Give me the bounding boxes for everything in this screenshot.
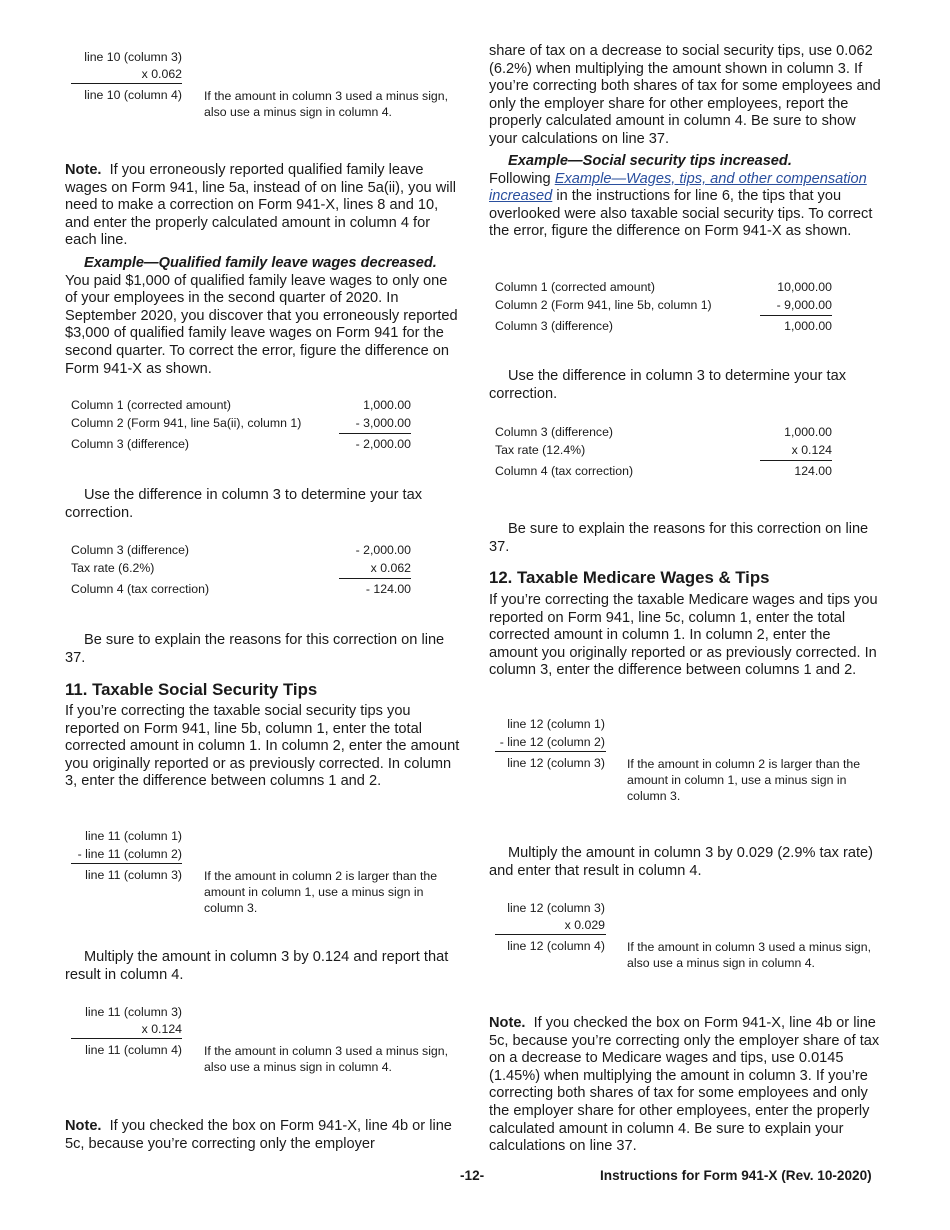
note-label: Note. [65, 162, 102, 178]
formula-line-b: x 0.029 [564, 918, 605, 932]
section-12-paragraph: If you’re correcting the taxable Medicare wages and tips you reported on Form 941, line 5c, column 1, enter the total corrected amount in column 1. In column 2, enter the amount you originally reported or as previously corrected. In column 3, enter the difference between columns 1 and 2. [489, 592, 878, 679]
formula-line-b: - line 12 (column 2) [499, 735, 605, 749]
example-title: Example—Qualified family leave wages decreased. [84, 255, 437, 271]
explain-paragraph: Be sure to explain the reasons for this correction on line 37. [65, 632, 445, 666]
example-text: in the instructions for line 6, the tips that you overlooked were also taxable social security tips. To correct the error, figure the difference on Form 941-X as shown. [489, 188, 873, 240]
formula-note: If the amount in column 3 used a minus sign, also use a minus sign in column 4. [204, 1044, 449, 1074]
explain-paragraph: Be sure to explain the reasons for this correction on line 37. [489, 521, 869, 555]
note-paragraph [489, 1015, 883, 1156]
table-row-label: Column 4 (tax correction) [71, 582, 210, 596]
table-row-label: Column 2 (Form 941, line 5a(ii), column 1) [71, 416, 302, 430]
table-row-label: Column 3 (difference) [495, 319, 614, 333]
note-text: If you erroneously reported qualified family leave wages on Form 941, line 5a, instead of on line 5a(ii), you will need to make a correction on Form 941-X, lines 8 and 10, and enter the properly calculated amount in column 4 for each line. [65, 162, 456, 249]
table-row-label: Column 3 (difference) [71, 437, 190, 451]
formula-line-c: line 12 (column 4) [507, 939, 605, 953]
calc-table [71, 398, 411, 458]
table-row-label: Tax rate (6.2%) [71, 561, 155, 575]
line12-formula [489, 717, 883, 807]
formula-line-a: line 12 (column 1) [507, 717, 605, 731]
example-paragraph [65, 255, 463, 378]
footer-title: Instructions for Form 941-X (Rev. 10-2020) [600, 1168, 872, 1183]
table-row-label: Column 4 (tax correction) [495, 464, 634, 478]
table-row-label: Column 3 (difference) [495, 425, 614, 439]
table-row-value: 124.00 [794, 464, 832, 478]
formula-line-c: line 11 (column 3) [85, 868, 182, 882]
table-row-label: Column 1 (corrected amount) [71, 398, 231, 412]
section-heading-11: 11. Taxable Social Security Tips [65, 680, 318, 699]
note-paragraph [65, 1118, 463, 1153]
example-title: Example—Social security tips increased. [508, 153, 792, 169]
example-text: You paid $1,000 of qualified family leave wages to only one of your employees in the second quarter of 2020. In September 2020, you discover that you erroneously reported $3,000 of qualified family leave wages on Form 941 for the second quarter. To correct the error, figure the difference on Form 941-X as shown. [65, 272, 458, 377]
table-row-label: Column 1 (corrected amount) [495, 280, 655, 294]
line11-formula [65, 829, 463, 919]
continued-paragraph: share of tax on a decrease to social security tips, use 0.062 (6.2%) when multiplying the amount shown in column 3. If you’re correcting both shares of tax for some employees and only the employer share for other employees, report the properly calculated amount in column 4. Be sure to show your calculations on line 37. [489, 43, 881, 147]
formula-line-a: line 12 (column 3) [507, 901, 605, 915]
table-row-value: 10,000.00 [777, 280, 832, 294]
table-row-value: 1,000.00 [784, 319, 832, 333]
formula-line-b: x 0.062 [141, 67, 182, 81]
note-text: If you checked the box on Form 941-X, line 4b or line 5c, because you’re correcting only the employer share of tax on a decrease to Medicare wages and tips, use 0.0145 (1.45%) when multiplying the amount in column 3. If you’re correcting both shares of tax for some employees and only the employer share for other employees, enter the properly calculated amount in column 4. Be sure to explain your calculations on line 37. [489, 1015, 880, 1155]
table-row-label: Column 2 (Form 941, line 5b, column 1) [495, 298, 712, 312]
note-label: Note. [65, 1118, 102, 1134]
formula-line-b: - line 11 (column 2) [77, 847, 182, 861]
calc-table [71, 543, 411, 603]
formula-line-a: line 11 (column 1) [85, 829, 182, 843]
table-row-value: - 2,000.00 [355, 437, 411, 451]
line12-tax-formula [489, 901, 883, 971]
table-row-value: - 124.00 [365, 582, 411, 596]
table-row-value: - 3,000.00 [355, 416, 411, 430]
table-row-value: 1,000.00 [784, 425, 832, 439]
use-difference-paragraph: Use the difference in column 3 to determine your tax correction. [65, 487, 423, 521]
table-row-value: - 2,000.00 [355, 543, 411, 557]
example-pre: Following [489, 170, 551, 187]
formula-line-a: line 10 (column 3) [84, 50, 182, 64]
formula-line-c: line 12 (column 3) [507, 756, 605, 770]
formula-note: If the amount in column 3 used a minus sign, also use a minus sign in column 4. [204, 89, 449, 119]
use-difference-paragraph: Use the difference in column 3 to determine your tax correction. [489, 368, 847, 402]
table-row-value: 1,000.00 [363, 398, 411, 412]
line10-formula [65, 50, 463, 120]
table-row-value: x 0.062 [370, 561, 411, 575]
example-link[interactable]: Example—Wages, tips, and other compensation increased [489, 170, 867, 205]
table-row-label: Column 3 (difference) [71, 543, 190, 557]
section-11-paragraph: If you’re correcting the taxable social security tips you reported on Form 941, line 5b, column 1, enter the total corrected amount in column 1. In column 2, enter the amount you originally reported or as previously corrected. In column 3, enter the difference between columns 1 and 2. [65, 703, 460, 790]
page-number: -12- [460, 1168, 485, 1183]
section-heading-12: 12. Taxable Medicare Wages & Tips [489, 568, 770, 587]
example-paragraph [489, 153, 883, 241]
formula-note: If the amount in column 2 is larger than the amount in column 1, use a minus sign in column 3. [627, 757, 861, 803]
table-row-label: Tax rate (12.4%) [495, 443, 586, 457]
formula-note: If the amount in column 2 is larger than the amount in column 1, use a minus sign in column 3. [204, 869, 438, 915]
calc-table [495, 425, 832, 485]
line11-tax-formula [65, 1005, 463, 1075]
multiply-paragraph: Multiply the amount in column 3 by 0.124 and report that result in column 4. [65, 949, 449, 983]
formula-line-b: x 0.124 [141, 1022, 182, 1036]
note-label: Note. [489, 1015, 526, 1031]
multiply-paragraph: Multiply the amount in column 3 by 0.029 (2.9% tax rate) and enter that result in column 4. [489, 845, 874, 879]
formula-note: If the amount in column 3 used a minus sign, also use a minus sign in column 4. [627, 940, 872, 970]
note-paragraph [65, 162, 463, 250]
table-row-value: - 9,000.00 [776, 298, 832, 312]
formula-line-c: line 11 (column 4) [85, 1043, 182, 1057]
calc-table [495, 280, 832, 340]
note-text: If you checked the box on Form 941-X, line 4b or line 5c, because you’re correcting only the employer [65, 1118, 452, 1152]
formula-line-c: line 10 (column 4) [84, 88, 182, 102]
formula-line-a: line 11 (column 3) [85, 1005, 182, 1019]
table-row-value: x 0.124 [791, 443, 832, 457]
